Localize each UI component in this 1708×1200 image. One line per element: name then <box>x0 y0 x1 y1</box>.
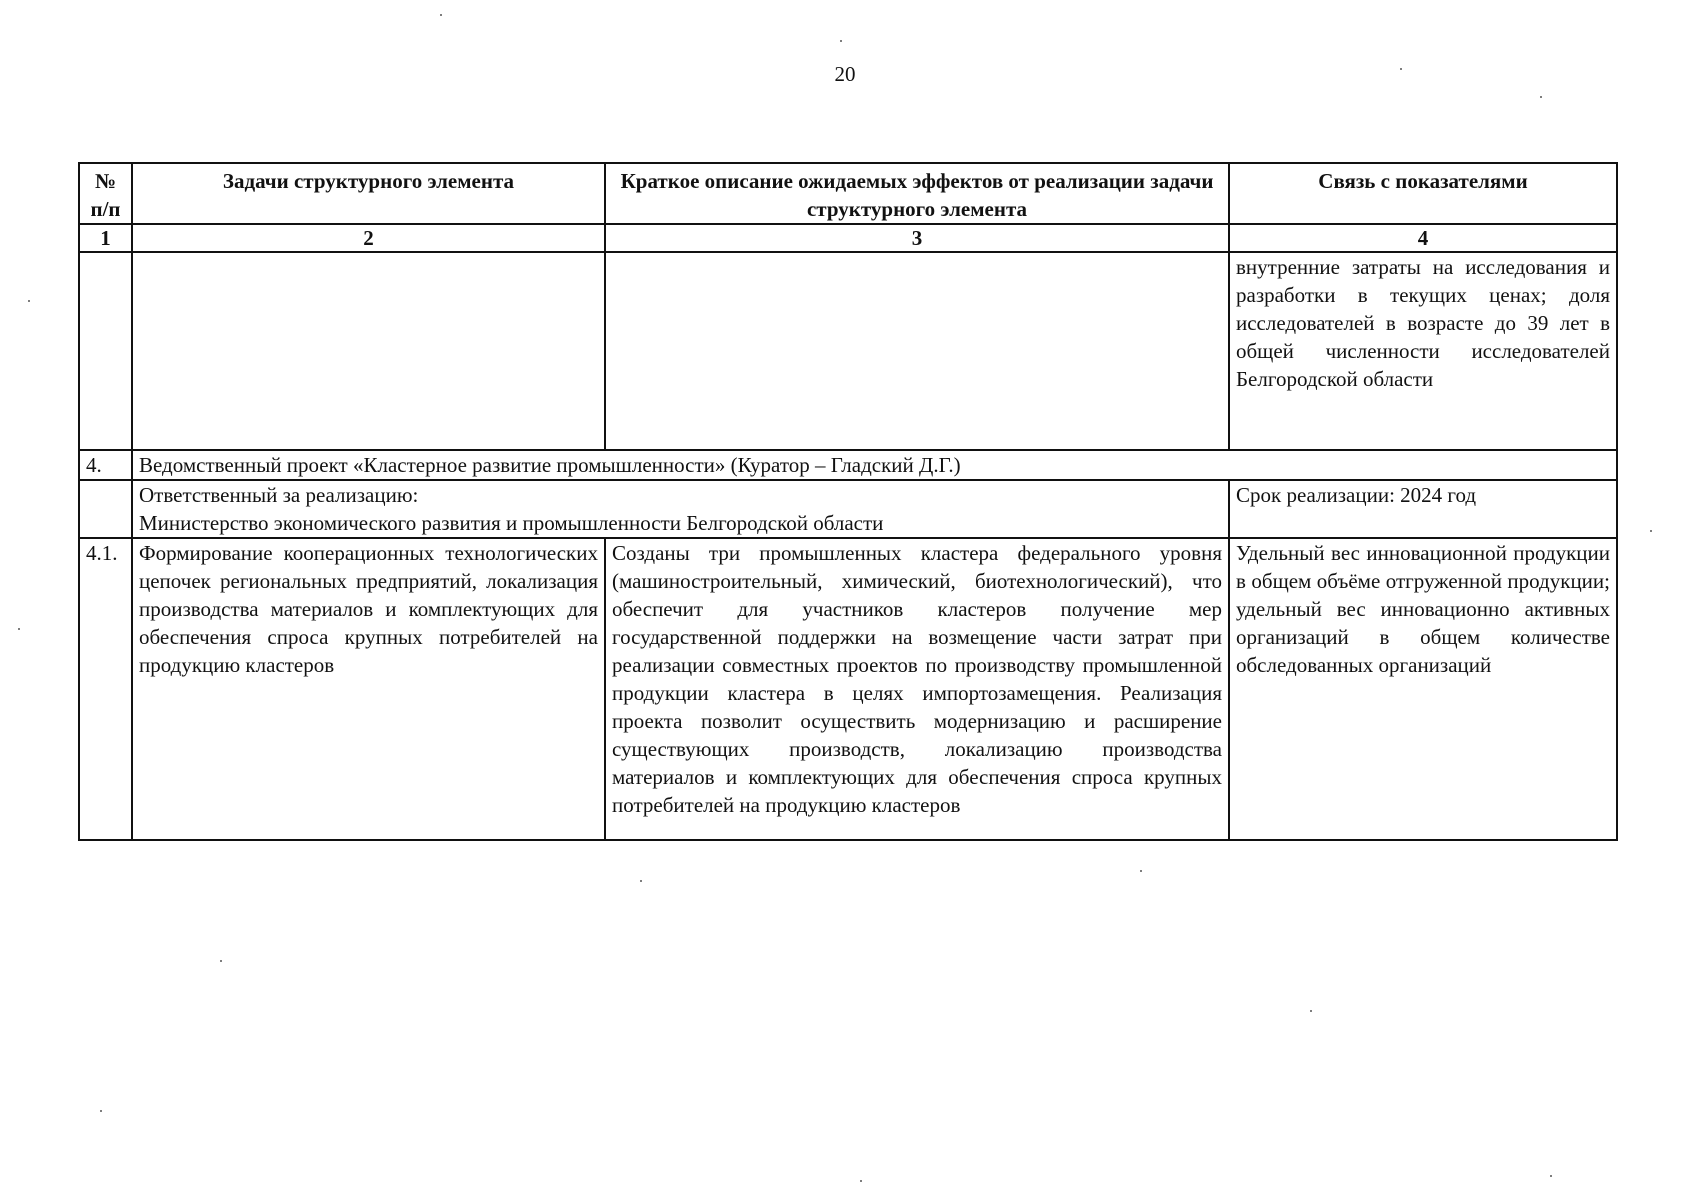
column-number-4: 4 <box>1229 224 1617 252</box>
header-number: № п/п <box>79 163 132 224</box>
empty-cell <box>132 252 605 450</box>
empty-cell <box>79 480 132 538</box>
scan-speck <box>18 628 20 630</box>
header-indicators: Связь с показателями <box>1229 163 1617 224</box>
empty-cell <box>605 252 1229 450</box>
column-number-row <box>79 224 1617 252</box>
scan-speck <box>28 300 30 302</box>
scan-speck <box>840 40 842 42</box>
column-number-1: 1 <box>79 224 132 252</box>
header-tasks: Задачи структурного элемента <box>132 163 605 224</box>
column-number-3: 3 <box>605 224 1229 252</box>
indicators-cell: внутренние затраты на исследования и разработки в текущих ценах; доля исследователей в возрасте до 39 лет в общей численности исследователей Белгородской области <box>1229 252 1617 450</box>
period-cell: Срок реализации: 2024 год <box>1229 480 1617 538</box>
header-effects: Краткое описание ожидаемых эффектов от реализации задачи структурного элемента <box>605 163 1229 224</box>
responsible-value: Министерство экономического развития и промышленности Белгородской области <box>139 511 884 535</box>
project-number: 4. <box>79 450 132 480</box>
table-row <box>79 538 1617 840</box>
effects-cell: Созданы три промышленных кластера федерального уровня (машиностроительный, химический, биотехнологический), что обеспечит для участников кластеров получение мер государственной поддержки на возмещение части затрат при реализации совместных проектов по производству промышленной продукции кластера в целях импортозамещения. Реализация проекта позволит осуществить модернизацию и расширение существующих производств, локализацию производства материалов и комплектующих для обеспечения спроса крупных потребителей на продукцию кластеров <box>605 538 1229 840</box>
table-row <box>79 252 1617 450</box>
project-title: Ведомственный проект «Кластерное развитие промышленности» (Куратор – Гладский Д.Г.) <box>132 450 1617 480</box>
task-number: 4.1. <box>79 538 132 840</box>
scan-speck <box>1310 1010 1312 1012</box>
scan-speck <box>1550 1175 1552 1177</box>
scan-speck <box>1650 530 1652 532</box>
scan-speck <box>100 1110 102 1112</box>
scan-speck <box>640 880 642 882</box>
scan-speck <box>860 1180 862 1182</box>
responsible-label: Ответственный за реализацию: <box>139 483 419 507</box>
empty-cell <box>79 252 132 450</box>
indicators-cell: Удельный вес инновационной продукции в общем объёме отгруженной продукции; удельный вес инновационно активных организаций в общем количестве обследованных организаций <box>1229 538 1617 840</box>
structural-element-table <box>78 162 1618 841</box>
scan-speck <box>220 960 222 962</box>
task-cell: Формирование кооперационных технологических цепочек региональных предприятий, локализация производства материалов и комплектующих для обеспечения спроса крупных потребителей на продукцию кластеров <box>132 538 605 840</box>
scan-speck <box>1140 870 1142 872</box>
scan-speck <box>1540 96 1542 98</box>
responsible-cell <box>132 480 1229 538</box>
responsible-row <box>79 480 1617 538</box>
scan-speck <box>1400 68 1402 70</box>
page-number: 20 <box>834 62 856 86</box>
column-number-2: 2 <box>132 224 605 252</box>
scan-speck <box>440 14 442 16</box>
project-row <box>79 450 1617 480</box>
table-header-row <box>79 163 1617 224</box>
